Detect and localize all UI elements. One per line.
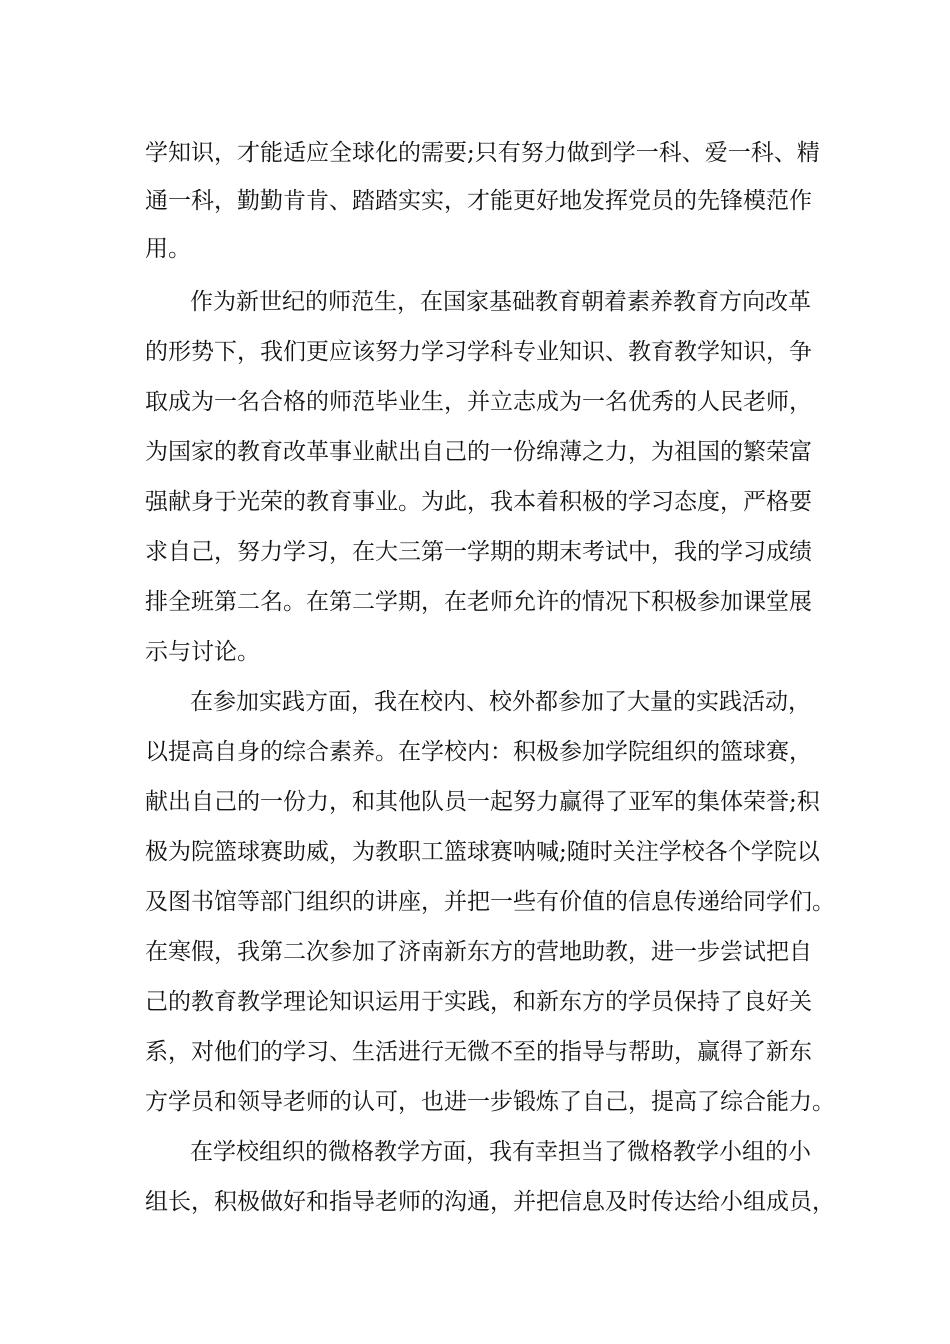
text-line: 系，对他们的学习、生活进行无微不至的指导与帮助，赢得了新东 <box>145 1039 812 1065</box>
paragraph-first-line: 在学校组织的微格教学方面，我有幸担当了微格教学小组的小 <box>190 1139 811 1165</box>
text-line: 示与讨论。 <box>145 639 260 665</box>
text-line: 献出自己的一份力，和其他队员一起努力赢得了亚军的集体荣誉;积 <box>145 789 820 815</box>
text-line: 及图书馆等部门组织的讲座，并把一些有价值的信息传递给同学们。 <box>145 889 835 915</box>
text-line: 极为院篮球赛助威，为教职工篮球赛呐喊;随时关注学校各个学院以 <box>145 839 820 865</box>
text-line: 学知识，才能适应全球化的需要;只有努力做到学一科、爱一科、精 <box>145 140 820 166</box>
paragraph-first-line: 作为新世纪的师范生，在国家基础教育朝着素养教育方向改革 <box>190 289 811 315</box>
text-line: 方学员和领导老师的认可，也进一步锻炼了自己，提高了综合能力。 <box>145 1089 835 1115</box>
text-line: 组长，积极做好和指导老师的沟通，并把信息及时传达给小组成员， <box>145 1189 835 1215</box>
text-line: 用。 <box>145 236 191 262</box>
text-line: 己的教育教学理论知识运用于实践，和新东方的学员保持了良好关 <box>145 989 812 1015</box>
text-line: 的形势下，我们更应该努力学习学科专业知识、教育教学知识，争 <box>145 339 812 365</box>
text-line: 为国家的教育改革事业献出自己的一份绵薄之力，为祖国的繁荣富 <box>145 439 812 465</box>
text-line: 强献身于光荣的教育事业。为此，我本着积极的学习态度，严格要 <box>145 489 812 515</box>
text-line: 取成为一名合格的师范毕业生，并立志成为一名优秀的人民老师， <box>145 389 812 415</box>
text-line: 通一科，勤勤肯肯、踏踏实实，才能更好地发挥党员的先锋模范作 <box>145 188 812 214</box>
text-line: 求自己，努力学习，在大三第一学期的期末考试中，我的学习成绩 <box>145 539 812 565</box>
paragraph-first-line: 在参加实践方面，我在校内、校外都参加了大量的实践活动， <box>190 689 811 715</box>
text-line: 在寒假，我第二次参加了济南新东方的营地助教，进一步尝试把自 <box>145 939 812 965</box>
text-line: 以提高自身的综合素养。在学校内：积极参加学院组织的篮球赛， <box>145 739 812 765</box>
text-line: 排全班第二名。在第二学期，在老师允许的情况下积极参加课堂展 <box>145 589 812 615</box>
